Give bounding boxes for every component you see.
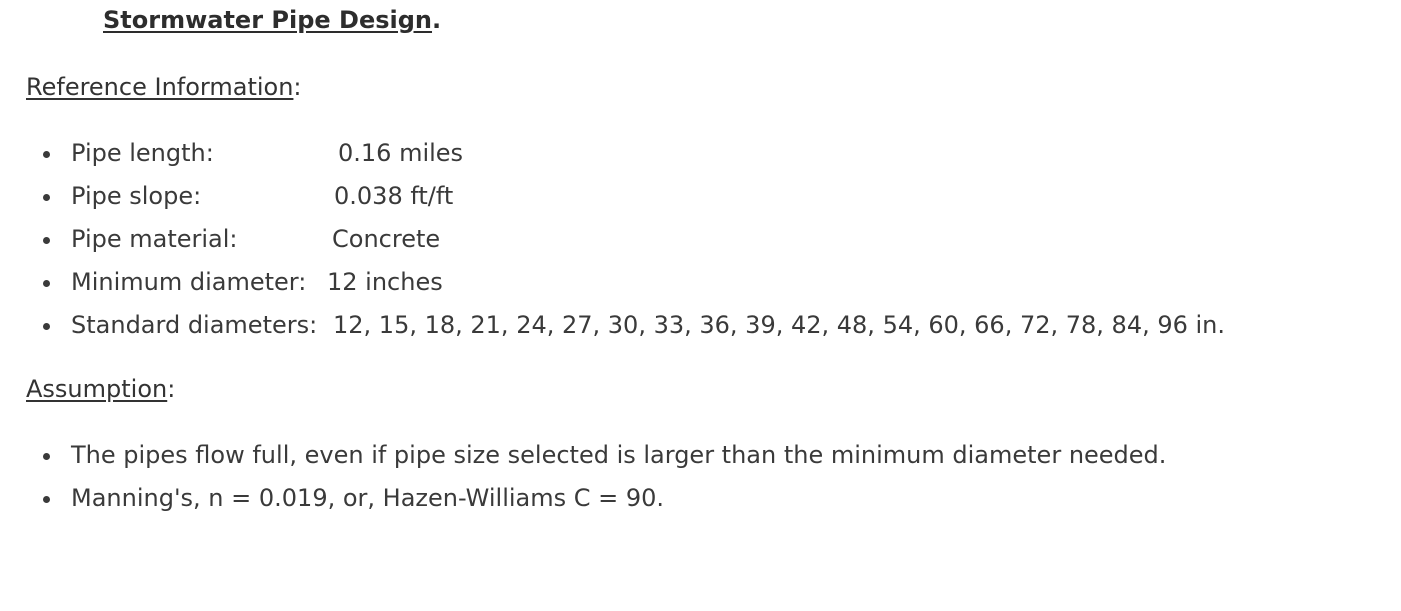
- standard-diameters-value: 12, 15, 18, 21, 24, 27, 30, 33, 36, 39, 42, 48, 54, 60, 66, 72, 78, 84, 96 in.: [333, 311, 1226, 339]
- assumption-list: [0, 434, 1401, 520]
- assumption-heading: [26, 375, 175, 403]
- reference-heading-suffix: :: [293, 73, 302, 101]
- pipe-material-label: Pipe material:: [71, 225, 238, 253]
- list-item: [0, 175, 1401, 218]
- list-item: [0, 261, 1401, 304]
- standard-diameters-label: Standard diameters:: [71, 311, 318, 339]
- bullet-icon: [43, 323, 50, 330]
- pipe-slope-label: Pipe slope:: [71, 182, 202, 210]
- pipe-length-value: 0.16 miles: [338, 139, 464, 167]
- minimum-diameter-value: 12 inches: [327, 268, 443, 296]
- bullet-icon: [43, 151, 50, 158]
- list-item: [0, 434, 1401, 477]
- document-title: [103, 6, 441, 34]
- document-title-suffix: .: [432, 6, 442, 34]
- bullet-icon: [43, 194, 50, 201]
- list-item: [0, 218, 1401, 261]
- assumption-roughness: Manning's, n = 0.019, or, Hazen-Williams C = 90.: [71, 484, 665, 512]
- assumption-heading-suffix: :: [167, 375, 176, 403]
- bullet-icon: [43, 280, 50, 287]
- bullet-icon: [43, 496, 50, 503]
- reference-information-heading: [26, 73, 302, 101]
- assumption-flow-full: The pipes flow full, even if pipe size selected is larger than the minimum diameter needed.: [71, 441, 1167, 469]
- bullet-icon: [43, 453, 50, 460]
- list-item: [0, 304, 1401, 347]
- document-title-text: Stormwater Pipe Design: [103, 6, 433, 34]
- list-item: [0, 132, 1401, 175]
- reference-list: [0, 132, 1401, 347]
- list-item: [0, 477, 1401, 520]
- pipe-slope-value: 0.038 ft/ft: [334, 182, 454, 210]
- reference-heading-text: Reference Information: [26, 73, 294, 101]
- pipe-material-value: Concrete: [332, 225, 441, 253]
- pipe-length-label: Pipe length:: [71, 139, 214, 167]
- minimum-diameter-label: Minimum diameter:: [71, 268, 307, 296]
- assumption-heading-text: Assumption: [26, 375, 168, 403]
- bullet-icon: [43, 237, 50, 244]
